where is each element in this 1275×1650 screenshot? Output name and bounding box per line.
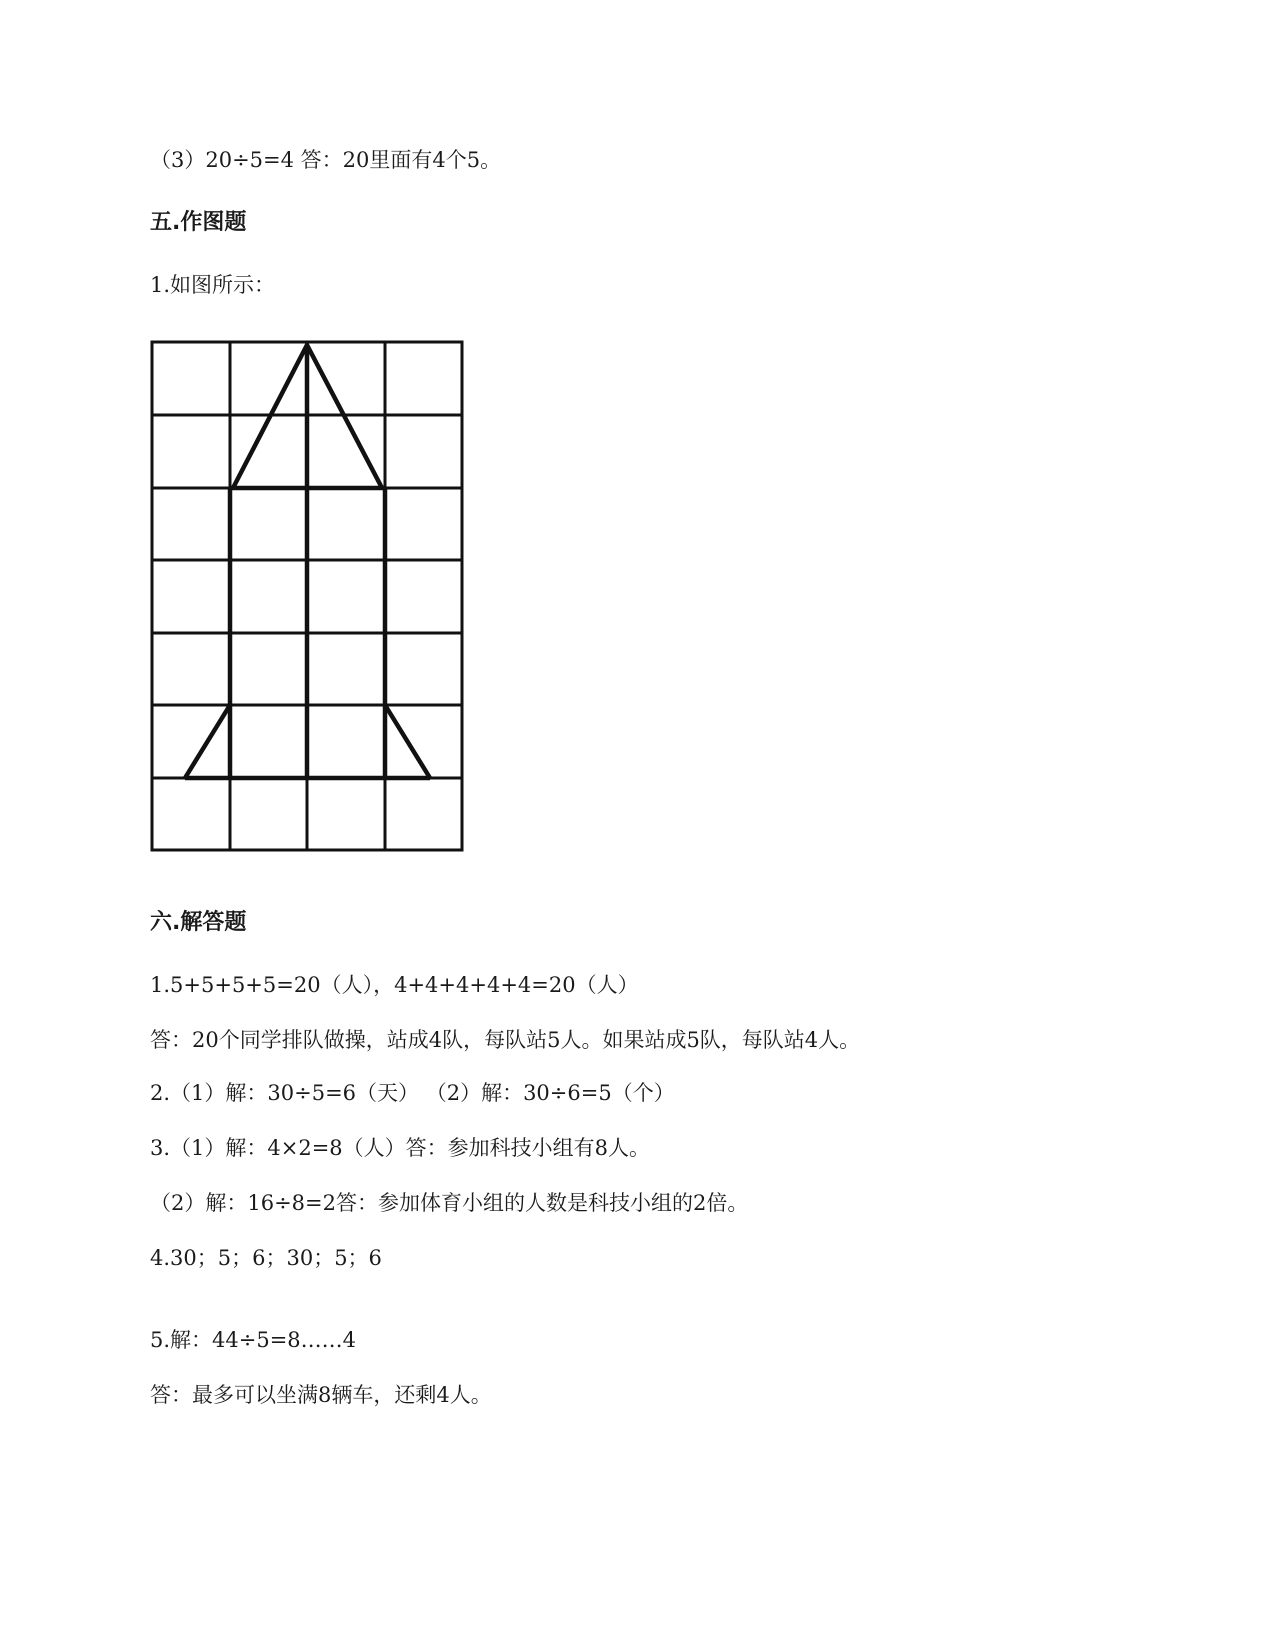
section-heading-drawing: 五.作图题	[150, 210, 247, 235]
solution-5-answer: 答：最多可以坐满8辆车，还剩4人。	[150, 1383, 492, 1407]
answer-line-3: （3）20÷5=4 答：20里面有4个5。	[150, 148, 502, 172]
solution-1-calc: 1.5+5+5+5=20（人），4+4+4+4+4=20（人）	[150, 973, 639, 997]
solution-1-answer: 答：20个同学排队做操，站成4队，每队站5人。如果站成5队，每队站4人。	[150, 1028, 861, 1052]
rocket-left-fin	[185, 705, 230, 778]
solution-3-part-2: （2）解：16÷8=2答：参加体育小组的人数是科技小组的2倍。	[150, 1191, 749, 1215]
solution-5-calc: 5.解：44÷5=8……4	[150, 1328, 357, 1352]
rocket-grid-figure	[150, 340, 480, 860]
drawing-question-1: 1.如图所示：	[150, 273, 276, 297]
section-heading-solutions: 六.解答题	[150, 910, 247, 935]
solution-3-part-1: 3.（1）解：4×2=8（人）答：参加科技小组有8人。	[150, 1136, 651, 1160]
solution-2: 2.（1）解：30÷5=6（天） （2）解：30÷6=5（个）	[150, 1081, 675, 1105]
solution-4: 4.30；5；6；30；5；6	[150, 1246, 382, 1270]
rocket-right-fin	[385, 705, 430, 778]
